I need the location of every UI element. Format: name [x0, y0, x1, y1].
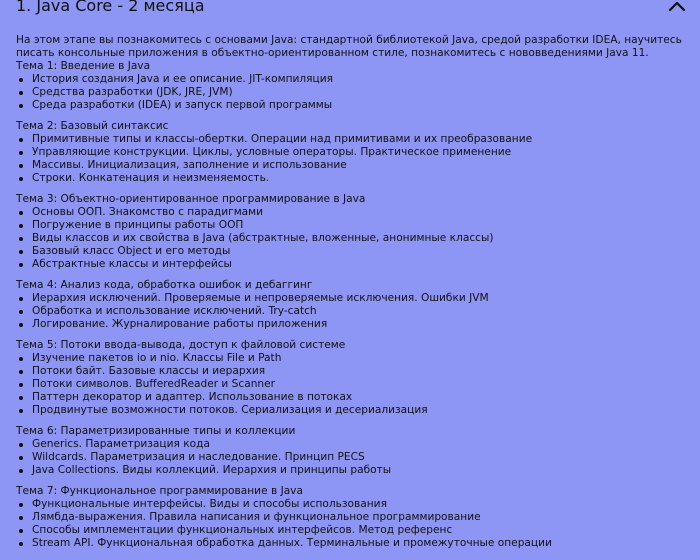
topic-list — [16, 206, 692, 271]
topic-section — [16, 193, 692, 271]
topic-list-item: История создания Java и ее описание. JIT-компиляция — [16, 73, 692, 86]
topic-list-item: Stream API. Функциональная обработка данных. Терминальные и промежуточные операции — [16, 537, 692, 550]
topic-title: Тема 3: Объектно-ориентированное программирование в Java — [16, 193, 366, 205]
topic-list-item: Generics. Параметризация кода — [16, 438, 692, 451]
topic-title: Тема 7: Функциональное программирование в Java — [16, 485, 303, 497]
topic-list — [16, 352, 692, 417]
topic-section — [16, 425, 692, 477]
topic-list-item: Погружение в принципы работы ООП — [16, 219, 692, 232]
topic-list-item: Wildcards. Параметризация и наследование. Принцип PECS — [16, 451, 692, 464]
topic-list-item: Абстрактные классы и интерфейсы — [16, 258, 692, 271]
topic-list-item: Управляющие конструкции. Циклы, условные операторы. Практическое применение — [16, 146, 692, 159]
topic-list-item: Обработка и использование исключений. Try-catch — [16, 305, 692, 318]
topic-section — [16, 339, 692, 417]
topic-list-item: Среда разработки (IDEA) и запуск первой программы — [16, 99, 692, 112]
topic-section — [16, 279, 692, 331]
topic-list-item: Примитивные типы и классы-обертки. Операции над примитивами и их преобразование — [16, 133, 692, 146]
topic-list-item: Массивы. Инициализация, заполнение и использование — [16, 159, 692, 172]
topic-list — [16, 73, 692, 112]
topic-list — [16, 133, 692, 185]
topic-list — [16, 292, 692, 331]
module-title[interactable]: 1. Java Core - 2 месяца — [16, 0, 205, 15]
topic-title: Тема 4: Анализ кода, обработка ошибок и дебаггинг — [16, 279, 313, 291]
topic-section — [16, 120, 692, 185]
topic-list-item: Потоки символов. BufferedReader и Scanner — [16, 378, 692, 391]
topic-section — [16, 60, 692, 112]
topic-list-item: Строки. Конкатенация и неизменяемость. — [16, 172, 692, 185]
module-intro: На этом этапе вы познакомитесь с основами Java: стандартной библиотекой Java, средой разработки IDEA, научитесь писать консольные приложения в объектно-ориентированном стиле, познакомитесь с нововведениями Java 11. — [16, 34, 682, 59]
topic-list-item: Иерархия исключений. Проверяемые и непроверяемые исключения. Ошибки JVM — [16, 292, 692, 305]
topic-list-item: Базовый класс Object и его методы — [16, 245, 692, 258]
topic-list-item: Лямбда-выражения. Правила написания и функциональное программирование — [16, 511, 692, 524]
topic-list — [16, 498, 692, 550]
topic-title: Тема 5: Потоки ввода-вывода, доступ к файловой системе — [16, 339, 346, 351]
chevron-up-icon[interactable] — [668, 0, 686, 14]
topic-title: Тема 2: Базовый синтаксис — [16, 120, 169, 132]
topic-list-item: Потоки байт. Базовые классы и иерархия — [16, 365, 692, 378]
topic-list-item: Способы имплементации функциональных интерфейсов. Метод референс — [16, 524, 692, 537]
topic-list — [16, 438, 692, 477]
topic-title: Тема 1: Введение в Java — [16, 60, 151, 72]
topic-list-item: Виды классов и их свойства в Java (абстрактные, вложенные, анонимные классы) — [16, 232, 692, 245]
topic-list-item: Изучение пакетов io и nio. Классы File и Path — [16, 352, 692, 365]
topic-title: Тема 6: Параметризированные типы и коллекции — [16, 425, 296, 437]
topic-list-item: Java Collections. Виды коллекций. Иерархия и принципы работы — [16, 464, 692, 477]
topic-section — [16, 485, 692, 550]
module-content — [16, 34, 692, 550]
topic-list-item: Паттерн декоратор и адаптер. Использование в потоках — [16, 391, 692, 404]
topic-list-item: Логирование. Журналирование работы приложения — [16, 318, 692, 331]
topic-list-item: Функциональные интерфейсы. Виды и способы использования — [16, 498, 692, 511]
topic-list-item: Продвинутые возможности потоков. Сериализация и десериализация — [16, 404, 692, 417]
topic-list-item: Средства разработки (JDK, JRE, JVM) — [16, 86, 692, 99]
topic-list-item: Основы ООП. Знакомство с парадигмами — [16, 206, 692, 219]
module-header[interactable] — [0, 0, 700, 20]
